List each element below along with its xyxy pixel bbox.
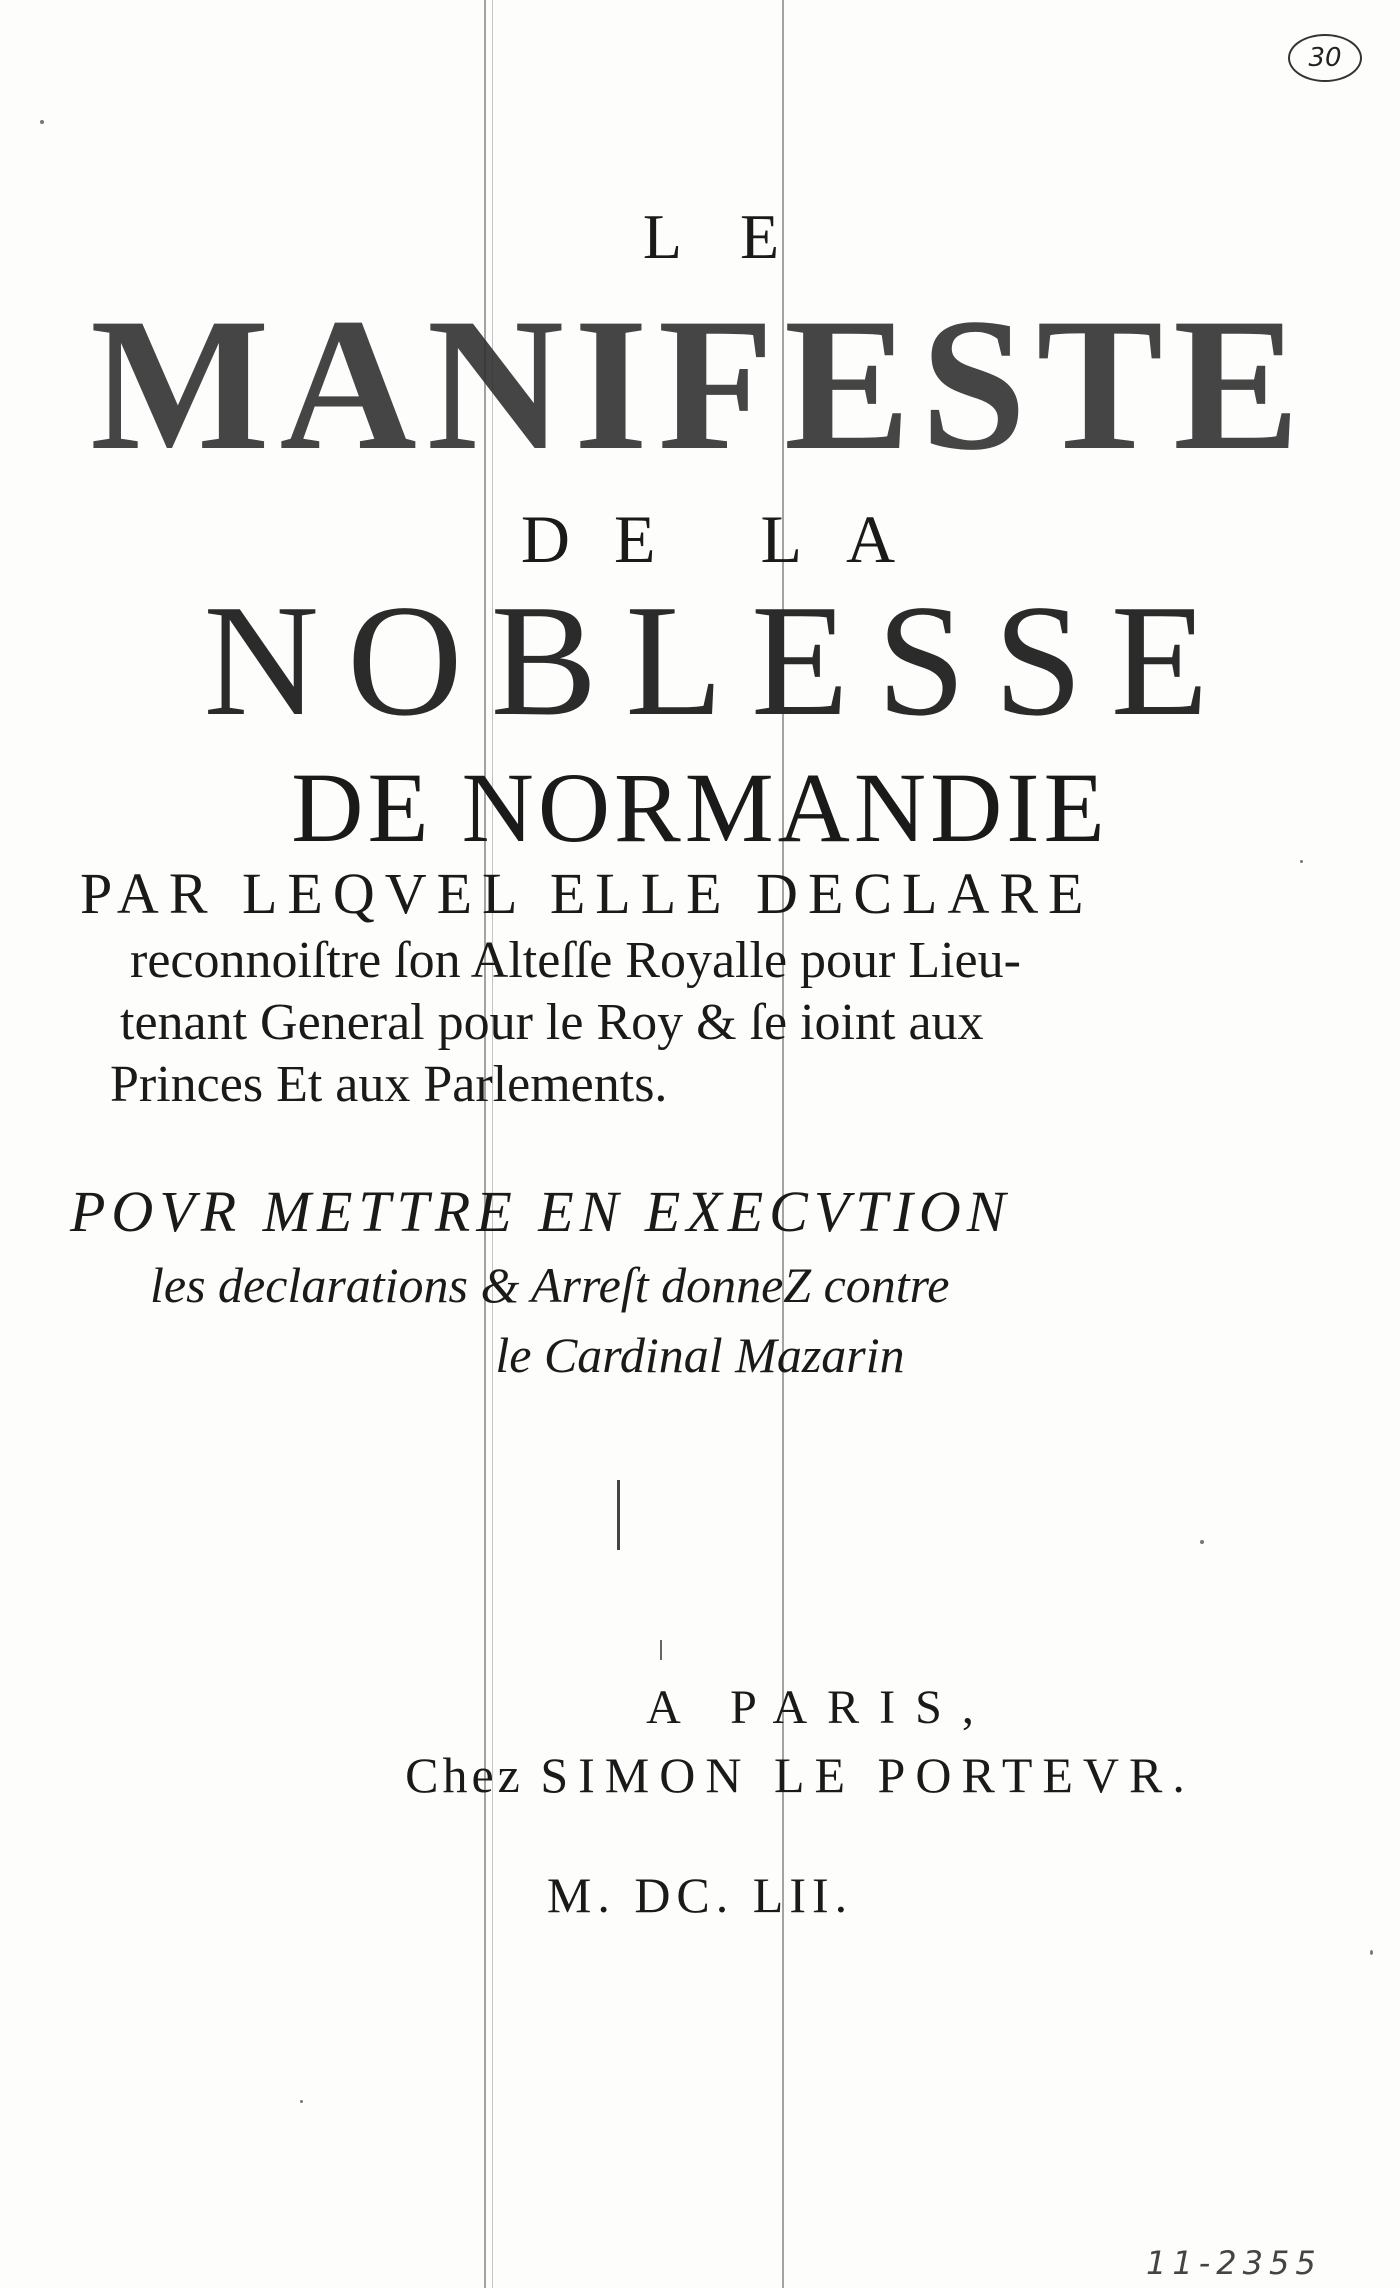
title-manifeste: MANIFESTE bbox=[90, 280, 1310, 490]
ornament-tick bbox=[660, 1640, 662, 1660]
title-de-la: DE LA bbox=[520, 501, 940, 577]
imprint-printer bbox=[0, 1746, 1400, 1804]
imprint-year: M. DC. LII. bbox=[546, 1867, 854, 1923]
speck bbox=[1370, 1950, 1373, 1955]
body-line-3: Princes Et aux Parlements. bbox=[110, 1056, 668, 1113]
title-par-lequel: PAR LEQVEL ELLE DECLARE bbox=[80, 861, 1094, 926]
speck bbox=[40, 120, 44, 124]
cardinal-line: le Cardinal Mazarin bbox=[495, 1327, 905, 1383]
shelf-mark: 30 bbox=[1288, 34, 1362, 82]
body-line-2: tenant General pour le Roy & ſe ioint aux bbox=[120, 994, 984, 1051]
imprint-place: A PARIS, bbox=[646, 1681, 994, 1734]
pour-mettre-heading: POVR METTRE EN EXECVTION bbox=[70, 1179, 1012, 1244]
speck bbox=[1200, 1540, 1204, 1544]
imprint-printer-prefix: Chez bbox=[405, 1747, 524, 1803]
title-de-normandie: DE NORMANDIE bbox=[291, 752, 1109, 863]
title-le: LE bbox=[642, 201, 838, 272]
catalog-number: 11-2355 bbox=[1146, 2244, 1322, 2282]
declarations-line: les declarations & Arreſt donneZ contre bbox=[150, 1257, 950, 1313]
speck bbox=[1300, 860, 1303, 863]
speck bbox=[300, 2100, 303, 2103]
title-noblesse: NOBLESSE bbox=[203, 571, 1237, 749]
body-line-1: reconnoiſtre ſon Alteſſe Royalle pour Lieu- bbox=[130, 932, 1021, 989]
body-paragraph bbox=[110, 930, 1240, 1116]
ornament-rule bbox=[617, 1480, 620, 1550]
imprint-printer-name: SIMON LE PORTEVR. bbox=[540, 1747, 1195, 1803]
